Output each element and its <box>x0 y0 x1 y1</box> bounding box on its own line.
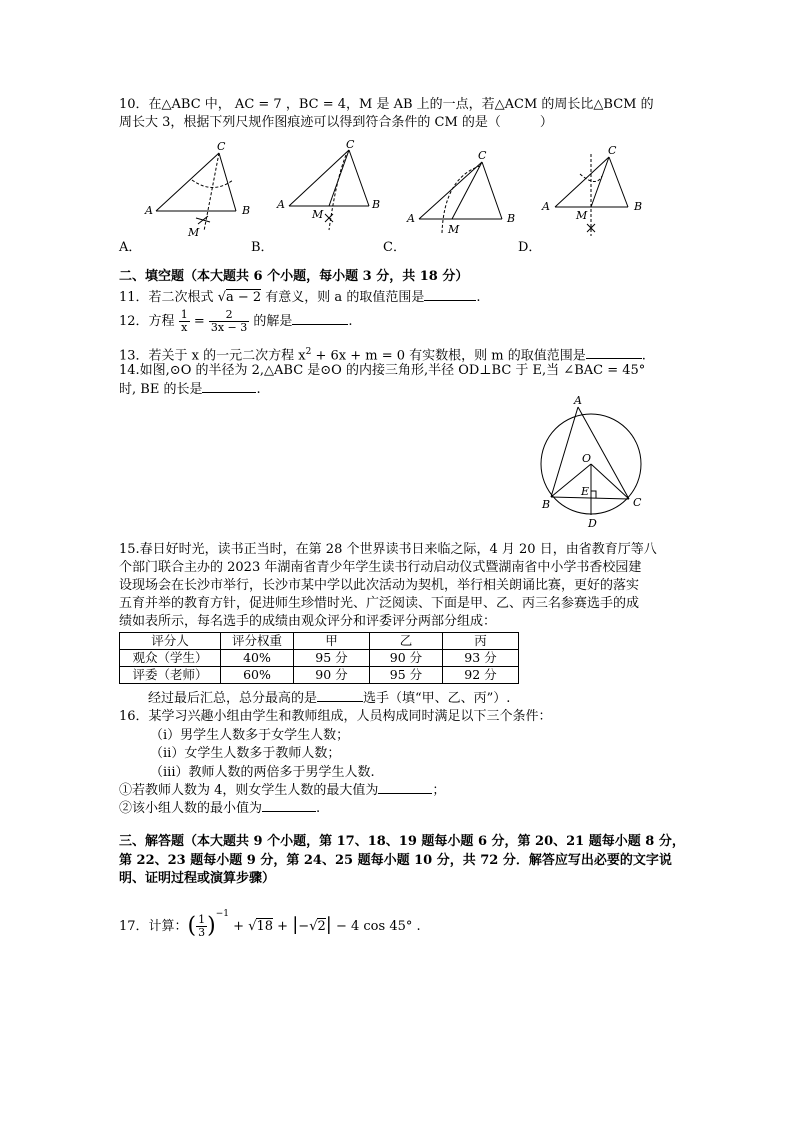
q12: 12．方程 $\frac{1}{x}$ = $\frac{2}{3x - 3}$ 的解是 . <box>119 308 353 334</box>
label-m: M <box>448 223 460 236</box>
fig-label-e: E <box>581 485 590 498</box>
q16-sub2-answer-blank[interactable] <box>262 811 316 812</box>
q16-sub1: ①若教师人数为 4，则女学生人数的最大值为 ； <box>119 783 446 798</box>
section2-title: 二、填空题（本大题共 6 个小题，每小题 3 分，共 18 分） <box>119 269 469 284</box>
table-cell: 95 分 <box>370 667 443 684</box>
q10-figure-d <box>538 144 648 236</box>
table-cell: 甲 <box>294 633 370 650</box>
q10-figure-b <box>274 140 386 240</box>
q17: 17．计算：( $\frac{1}{3}$ )$^{-1}$ + √18 + |−√2| − 4 cos 45° . <box>119 909 421 939</box>
table-cell: 95 分 <box>294 650 370 667</box>
fig-label-b: B <box>542 498 551 511</box>
option-d: D． <box>518 240 542 255</box>
q10-figure-a <box>138 140 260 240</box>
label-c: C <box>608 144 617 157</box>
q15-score-table <box>119 632 519 684</box>
q14-line1: 14.如图,⊙O 的半径为 2,△ABC 是⊙O 的内接三角形,半径 OD⊥BC 于 E,当 ∠BAC = 45° <box>119 363 646 378</box>
table-cell: 丙 <box>443 633 519 650</box>
label-c: C <box>478 149 487 162</box>
q14-answer-blank[interactable] <box>202 392 256 393</box>
label-b: B <box>507 212 516 225</box>
option-a: A． <box>119 240 142 255</box>
q16-condition: （i）男学生人数多于女学生人数； <box>150 728 350 743</box>
table-row <box>120 650 519 667</box>
q10-line1: 10．在△ABC 中， AC = 7 ，BC = 4，M 是 AB 上的一点，若△ACM 的周长比△BCM 的 <box>119 97 654 112</box>
table-cell: 93 分 <box>443 650 519 667</box>
q16-sub1-answer-blank[interactable] <box>378 793 432 794</box>
table-cell: 92 分 <box>443 667 519 684</box>
fig-label-a: A <box>574 394 582 407</box>
label-b: B <box>634 200 643 213</box>
table-cell: 观众（学生） <box>120 650 221 667</box>
label-b: B <box>372 198 381 211</box>
fig-label-c: C <box>633 496 642 509</box>
table-cell: 评分人 <box>120 633 221 650</box>
q13-answer-blank[interactable] <box>586 358 642 359</box>
label-a: A <box>145 204 153 217</box>
label-a: A <box>407 212 415 225</box>
fig-label-d: D <box>588 517 597 530</box>
q11-radicand: a − 2 <box>225 290 262 305</box>
q14-line2: 时, BE 的长是 . <box>119 382 261 397</box>
label-m: M <box>312 208 324 221</box>
table-cell: 40% <box>221 650 294 667</box>
section3-title: 第 22、23 题每小题 9 分，第 24、25 题每小题 10 分，共 72 分．解答应写出必要的文字说 <box>119 853 672 868</box>
q15-tail: 经过最后汇总，总分最高的是 选手（填“甲、乙、丙”）. <box>148 691 511 706</box>
q15-line: 个部门联合主办的 2023 年湖南省青少年学生读书行动启动仪式暨湖南省中小学书香校园建 <box>119 560 642 575</box>
label-c: C <box>217 140 226 153</box>
option-c: C． <box>383 240 406 255</box>
q12-answer-blank[interactable] <box>292 324 348 325</box>
fig-label-o: O <box>582 452 592 465</box>
section3-title: 明、证明过程或演算步骤） <box>119 871 276 886</box>
q14-circle-figure <box>532 394 652 534</box>
label-b: B <box>242 204 251 217</box>
q16-intro: 16．某学习兴趣小组由学生和教师组成，人员构成同时满足以下三个条件： <box>119 709 552 724</box>
section3-title: 三、解答题（本大题共 9 个小题，第 17、18、19 题每小题 6 分，第 20、21 题每小题 8 分， <box>119 834 685 849</box>
q11-answer-blank[interactable] <box>424 300 476 301</box>
q13: 13．若关于 x 的一元二次方程 $x^2 + 6x + m = 0$ 有实数根，则 m 的取值范围是 . <box>119 347 646 364</box>
table-row <box>120 667 519 684</box>
table-cell: 90 分 <box>294 667 370 684</box>
q15-line: 设现场会在长沙市举行，长沙市某中学以此次活动为契机，举行相关朗诵比赛，更好的落实 <box>119 578 640 593</box>
table-cell: 60% <box>221 667 294 684</box>
label-m: M <box>188 226 200 239</box>
q15-line: 绩如表所示，每名选手的成绩由观众评分和评委评分两部分组成： <box>119 614 497 629</box>
q16-condition: （ii）女学生人数多于教师人数； <box>150 746 341 761</box>
label-a: A <box>277 198 285 211</box>
q15-line: 15.春日好时光，读书正当时，在第 28 个世界读书日来临之际，4 月 20 日，由省教育厅等八 <box>119 542 657 557</box>
q16-condition: （iii）教师人数的两倍多于男学生人数. <box>150 765 375 780</box>
sqrt-sign: √ <box>217 290 226 305</box>
q10-figure-c <box>404 148 524 236</box>
label-c: C <box>346 140 355 151</box>
table-cell: 评分权重 <box>221 633 294 650</box>
table-cell: 90 分 <box>370 650 443 667</box>
table-cell: 乙 <box>370 633 443 650</box>
q15-line: 五育并举的教育方针，促进师生珍惜时光、广泛阅读、下面是甲、乙、丙三名参赛选手的成 <box>119 596 640 611</box>
table-header-row <box>120 633 519 650</box>
q10-line2: 周长大 3，根据下列尺规作图痕迹可以得到符合条件的 CM 的是（ ） <box>119 115 553 130</box>
q11: 11．若二次根式 √a − 2 有意义，则 a 的取值范围是 . <box>119 290 481 305</box>
q15-answer-blank[interactable] <box>317 701 363 702</box>
q16-sub2: ②该小组人数的最小值为 . <box>119 801 321 816</box>
option-b: B． <box>251 240 274 255</box>
table-cell: 评委（老师） <box>120 667 221 684</box>
label-a: A <box>542 200 550 213</box>
label-m: M <box>576 209 588 222</box>
